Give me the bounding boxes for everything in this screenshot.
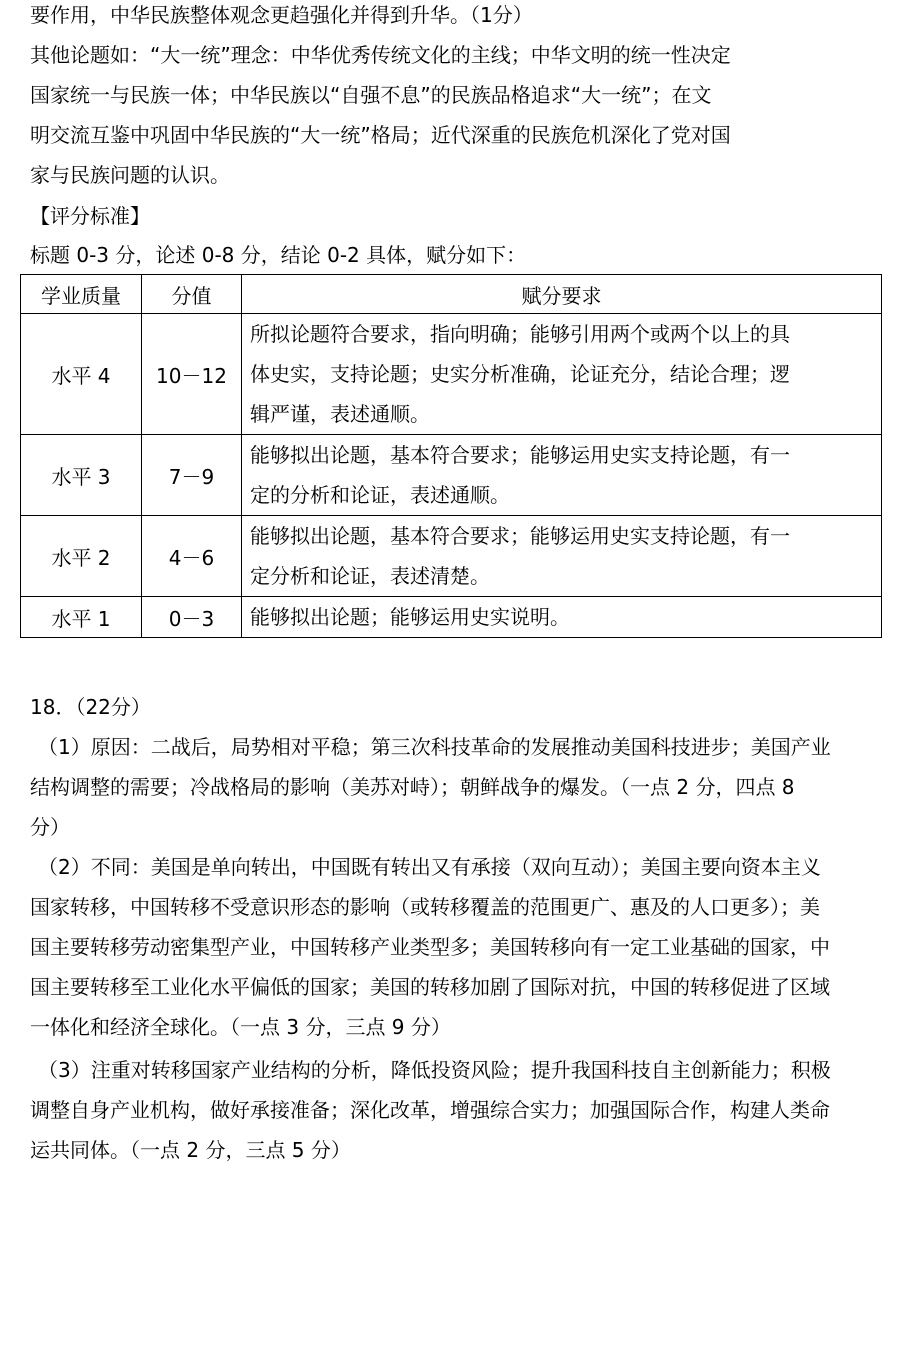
grading-intro: 标题 0-3 分，论述 0-8 分，结论 0-2 具体，赋分如下： xyxy=(30,243,527,267)
requirement-line: 定分析和论证，表述清楚。 xyxy=(250,564,490,588)
text-line: 分） xyxy=(30,815,70,839)
table-header-row xyxy=(21,275,882,314)
text-line: （2）不同：美国是单向转出，中国既有转出又有承接（双向互动）；美国主要向资本主义 xyxy=(38,855,821,879)
level-cell: 水平 2 xyxy=(21,516,142,597)
text-line: 要作用，中华民族整体观念更趋强化并得到升华。（1分） xyxy=(30,3,533,27)
text-line: 国家转移，中国转移不受意识形态的影响（或转移覆盖的范围更广、惠及的人口更多）；美 xyxy=(30,895,820,919)
level-cell: 水平 1 xyxy=(21,597,142,638)
text-line: 一体化和经济全球化。（一点 3 分，三点 9 分） xyxy=(30,1015,451,1039)
level-cell: 水平 3 xyxy=(21,435,142,516)
requirement-cell xyxy=(242,314,882,435)
score-cell: 10－12 xyxy=(142,314,242,435)
header-score: 分值 xyxy=(142,275,242,314)
text-line: 国主要转移劳动密集型产业，中国转移产业类型多；美国转移向有一定工业基础的国家，中 xyxy=(30,935,830,959)
requirement-line: 辑严谨，表述通顺。 xyxy=(250,402,430,426)
level-cell: 水平 4 xyxy=(21,314,142,435)
requirement-line: 能够拟出论题，基本符合要求；能够运用史实支持论题，有一 xyxy=(250,443,790,467)
text-line: 其他论题如：“大一统”理念：中华优秀传统文化的主线；中华文明的统一性决定 xyxy=(30,43,731,67)
requirement-line: 所拟论题符合要求，指向明确；能够引用两个或两个以上的具 xyxy=(250,322,790,346)
table-row xyxy=(21,597,882,638)
requirement-line: 定的分析和论证，表述通顺。 xyxy=(250,483,510,507)
text-line: 家与民族问题的认识。 xyxy=(30,163,230,187)
table-row xyxy=(21,516,882,597)
requirement-cell xyxy=(242,516,882,597)
header-quality: 学业质量 xyxy=(21,275,142,314)
score-cell: 7－9 xyxy=(142,435,242,516)
text-line: 调整自身产业机构，做好承接准备；深化改革，增强综合实力；加强国际合作，构建人类命 xyxy=(30,1098,830,1122)
text-line: 国家统一与民族一体；中华民族以“自强不息”的民族品格追求“大一统”；在文 xyxy=(30,83,712,107)
text-line: 运共同体。（一点 2 分，三点 5 分） xyxy=(30,1138,351,1162)
text-line: 国主要转移至工业化水平偏低的国家；美国的转移加剧了国际对抗，中国的转移促进了区域 xyxy=(30,975,830,999)
text-line: （1）原因：二战后，局势相对平稳；第三次科技革命的发展推动美国科技进步；美国产业 xyxy=(38,735,831,759)
question-title: 18．（22分） xyxy=(30,695,151,719)
table-row xyxy=(21,314,882,435)
text-line: 明交流互鉴中巩固中华民族的“大一统”格局；近代深重的民族危机深化了党对国 xyxy=(30,123,731,147)
requirement-line: 能够拟出论题；能够运用史实说明。 xyxy=(250,605,570,629)
requirement-line: 体史实，支持论题；史实分析准确，论证充分，结论合理；逻 xyxy=(250,362,790,386)
text-line: （3）注重对转移国家产业结构的分析，降低投资风险；提升我国科技自主创新能力；积极 xyxy=(38,1058,831,1082)
requirement-line: 能够拟出论题，基本符合要求；能够运用史实支持论题，有一 xyxy=(250,524,790,548)
score-cell: 4－6 xyxy=(142,516,242,597)
requirement-cell xyxy=(242,435,882,516)
table-row xyxy=(21,435,882,516)
grading-heading: 【评分标准】 xyxy=(30,204,150,228)
header-requirement: 赋分要求 xyxy=(242,275,882,314)
requirement-cell xyxy=(242,597,882,638)
text-line: 结构调整的需要；冷战格局的影响（美苏对峙）；朝鲜战争的爆发。（一点 2 分，四点 8 xyxy=(30,775,795,799)
score-cell: 0－3 xyxy=(142,597,242,638)
grading-table xyxy=(20,274,882,638)
